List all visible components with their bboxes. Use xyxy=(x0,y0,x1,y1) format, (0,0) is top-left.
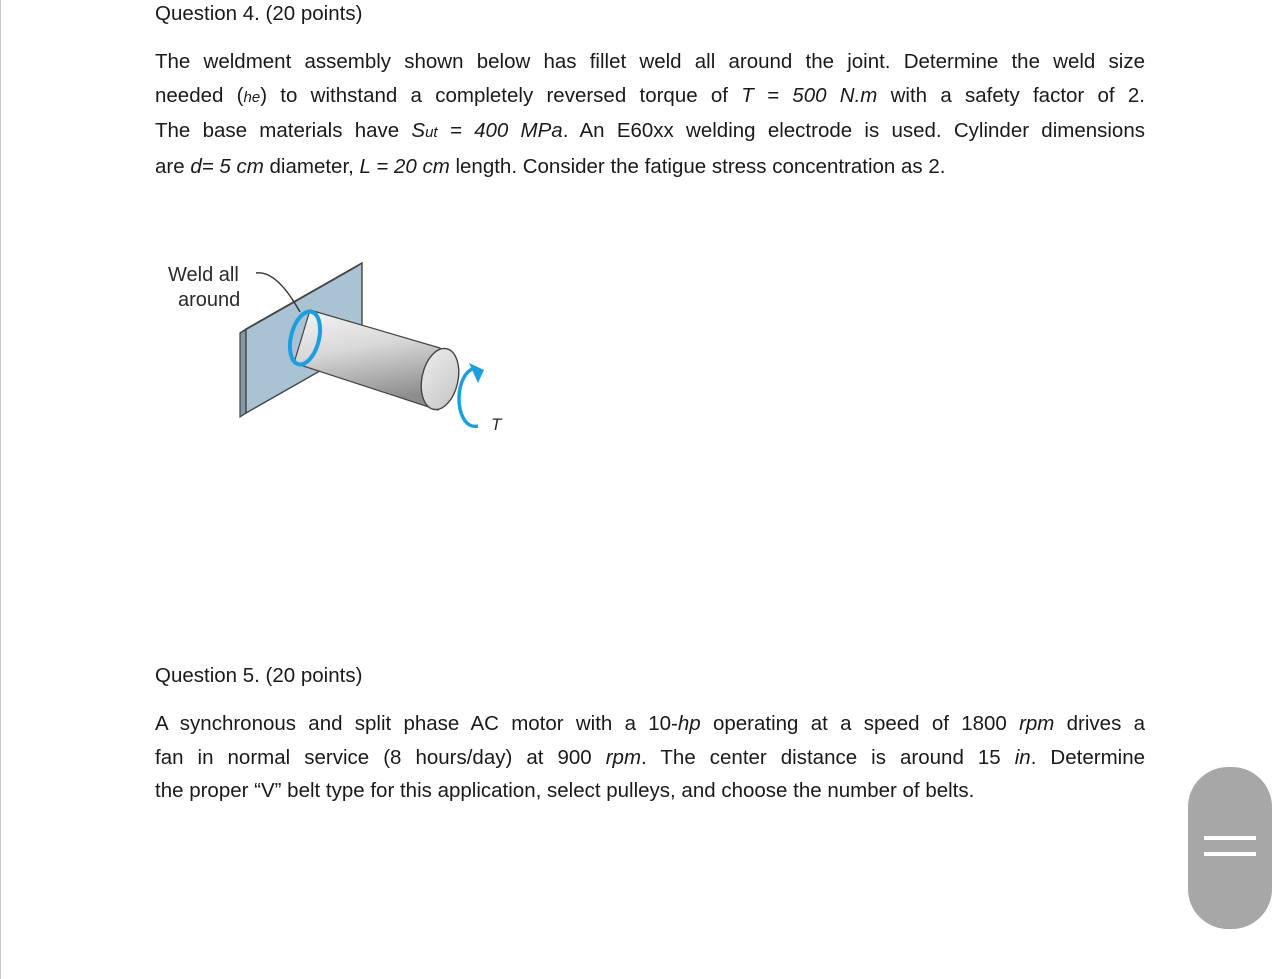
question-5-heading: Question 5. (20 points) xyxy=(155,664,363,687)
page-left-border xyxy=(0,0,1,979)
question-5-line-1: A synchronous and split phase AC motor with a 10-hp operating at a speed of 1800 rpm drives a xyxy=(155,712,1145,735)
weldment-figure xyxy=(160,255,520,445)
drag-handle-icon-line xyxy=(1204,852,1256,856)
plate-edge xyxy=(240,329,246,417)
question-4-line-2: needed (he) to withstand a completely reversed torque of T = 500 N.m with a safety factor of 2. xyxy=(155,83,1145,107)
question-4-line-3: The base materials have Sut = 400 MPa. An E60xx welding electrode is used. Cylinder dimensions xyxy=(155,119,1145,142)
weld-label-line-2: around xyxy=(178,289,241,311)
question-5-body xyxy=(155,707,1145,808)
weld-label-line-1: Weld all xyxy=(168,264,239,286)
question-4-line-1: The weldment assembly shown below has fillet weld all around the joint. Determine the weld size xyxy=(155,50,1145,73)
torque-arrowhead-icon xyxy=(469,363,484,383)
question-5-line-3: the proper “V” belt type for this application, select pulleys, and choose the number of belts. xyxy=(155,779,975,802)
cylinder xyxy=(294,310,440,410)
drag-handle-icon xyxy=(1204,836,1256,840)
scroll-handle-button[interactable] xyxy=(1188,767,1272,929)
question-4-line-4: are d= 5 cm diameter, L = 20 cm length. Consider the fatigue stress concentration as 2. xyxy=(155,154,946,178)
torque-arrow-icon xyxy=(459,369,478,426)
question-4-heading: Question 4. (20 points) xyxy=(155,2,363,25)
question-5-line-2: fan in normal service (8 hours/day) at 900 rpm. The center distance is around 15 in. Determine xyxy=(155,745,1145,769)
torque-label: T xyxy=(491,415,502,434)
question-4-body xyxy=(155,45,1145,183)
